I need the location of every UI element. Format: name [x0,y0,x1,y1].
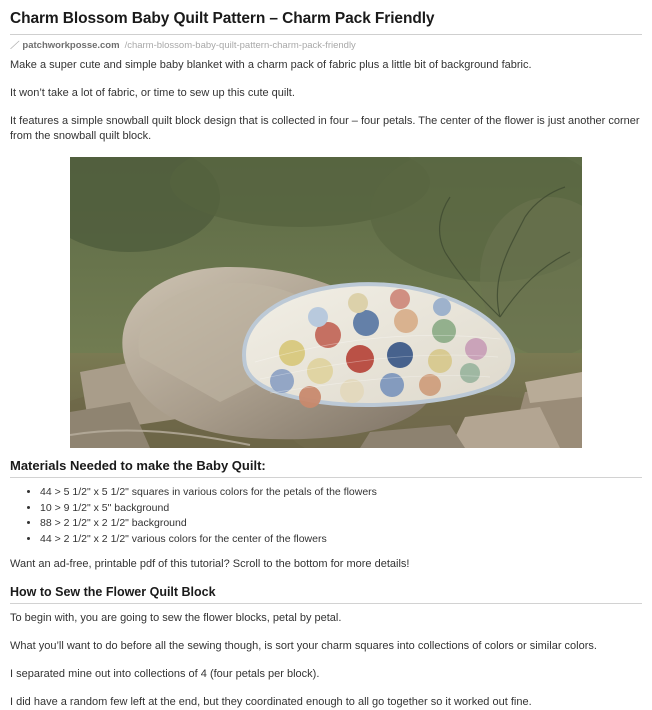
intro-paragraph-2: It won’t take a lot of fabric, or time to sew up this cute quilt. [10,87,295,99]
howto-paragraph-3: I separated mine out into collections of 4 (four petals per block). [10,668,320,680]
howto-paragraph-2: What you’ll want to do before all the sewing though, is sort your charm squares into collections of colors or similar colors. [10,640,597,652]
materials-divider [10,477,642,478]
url-domain: patchworkposse.com [22,40,120,51]
source-url[interactable] [10,40,642,51]
intro-paragraph-3: It features a simple snowball quilt block design that is collected in four – four petals. The center of the flower is just another corner from the snowball quilt block. [10,115,640,142]
pdf-note: Want an ad-free, printable pdf of this tutorial? Scroll to the bottom for more details! [10,558,410,570]
howto-divider [10,603,642,604]
materials-list [10,485,642,546]
baby-quilt-on-rock-photo [70,157,582,448]
list-item: • 88 > 2 1/2" x 2 1/2" background [40,516,642,531]
howto-paragraph-4: I did have a random few left at the end, but they coordinated enough to all go together so it worked out fine. [10,696,532,708]
hero-image-container [10,157,642,448]
howto-heading: How to Sew the Flower Quilt Block [10,585,216,599]
page-title: Charm Blossom Baby Quilt Pattern – Charm Pack Friendly [10,10,435,27]
title-divider [10,34,642,35]
link-icon: ╱ [10,39,20,51]
list-item: • 44 > 5 1/2" x 5 1/2" squares in various colors for the petals of the flowers [40,485,642,500]
howto-paragraph-1: To begin with, you are going to sew the flower blocks, petal by petal. [10,612,342,624]
intro-paragraph-1: Make a super cute and simple baby blanket with a charm pack of fabric plus a little bit of background fabric. [10,59,532,71]
list-item: • 44 > 2 1/2" x 2 1/2" various colors for the center of the flowers [40,532,642,547]
url-path: /charm-blossom-baby-quilt-pattern-charm-pack-friendly [124,40,356,51]
materials-heading: Materials Needed to make the Baby Quilt: [10,458,266,473]
list-item: • 10 > 9 1/2" x 5" background [40,501,642,516]
